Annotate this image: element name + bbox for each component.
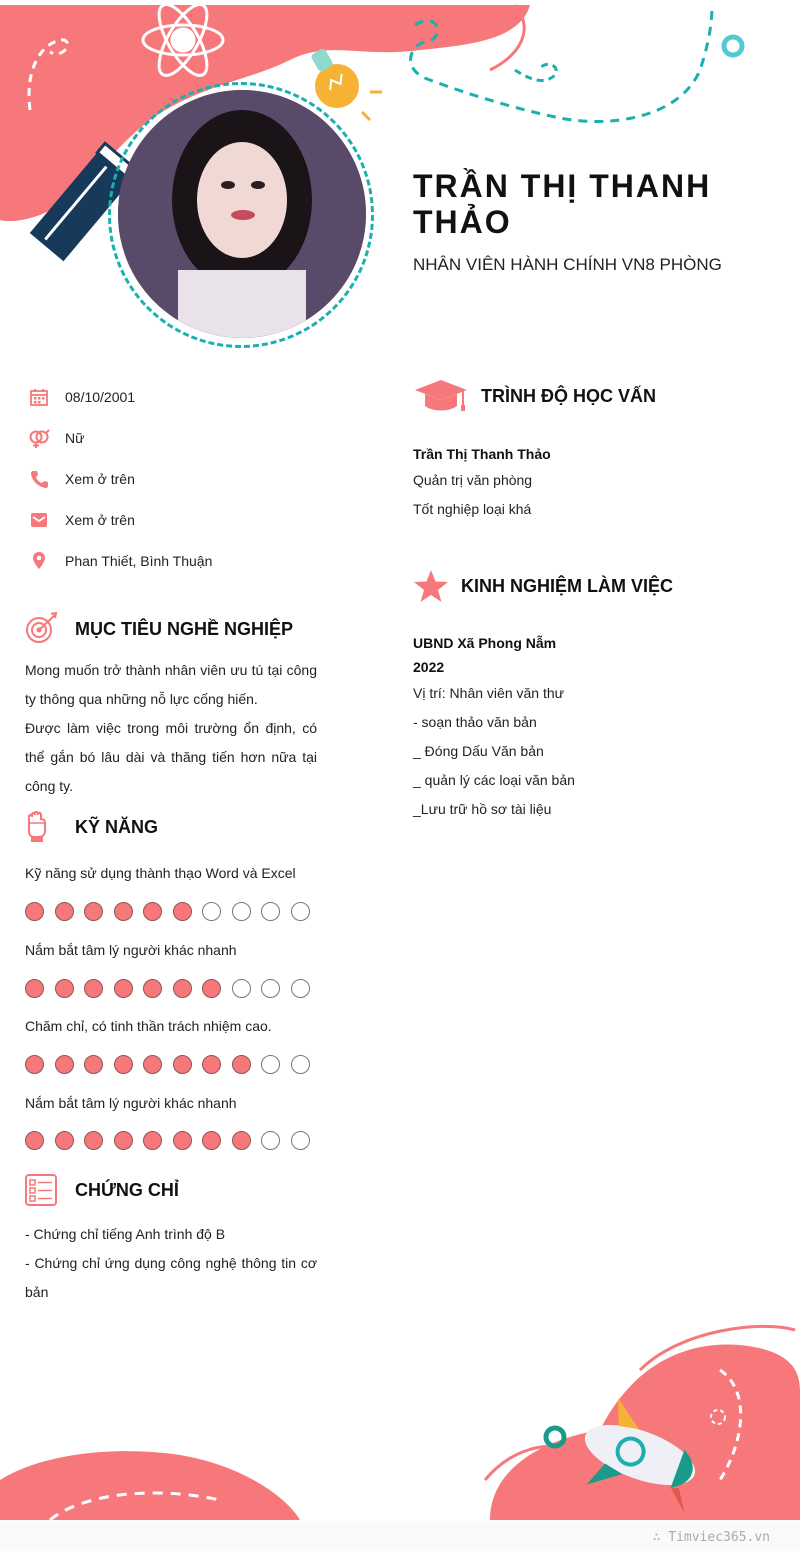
calendar-icon [28, 386, 50, 408]
experience-position: Vị trí: Nhân viên văn thư [413, 685, 564, 701]
job-title: NHÂN VIÊN HÀNH CHÍNH VN8 PHÒNG [413, 255, 722, 274]
rating-dot-empty [291, 979, 310, 998]
email-icon [28, 509, 50, 531]
rating-dot-filled [173, 979, 192, 998]
rating-dot-filled [143, 902, 162, 921]
contact-phone [28, 467, 135, 491]
rating-dot-filled [84, 1131, 103, 1150]
objective-text [25, 656, 317, 801]
certificates-header [25, 1174, 179, 1206]
birthday-value: 08/10/2001 [65, 389, 136, 405]
watermark-text: Timviec365.vn [668, 1530, 770, 1545]
experience-title: KINH NGHIỆM LÀM VIỆC [461, 575, 674, 596]
rating-dot-filled [114, 979, 133, 998]
rating-dot-empty [261, 902, 280, 921]
education-header [413, 378, 656, 414]
education-school: Trần Thị Thanh Thảo [413, 446, 551, 462]
rating-dot-empty [232, 979, 251, 998]
rating-dot-filled [114, 1055, 133, 1074]
objective-line-2: Được làm việc trong môi trường ổn định, có thể gắn bó lâu dài và thăng tiến hơn nữa tại công ty. [25, 720, 317, 794]
candidate-name: TRẦN THỊ THANH THẢO [413, 168, 712, 240]
location-pin-icon [28, 550, 50, 572]
rating-dot-filled [84, 1055, 103, 1074]
phone-value: Xem ở trên [65, 471, 135, 487]
certificates-text [25, 1220, 317, 1307]
star-icon [413, 568, 449, 604]
experience-year: 2022 [413, 659, 445, 675]
experience-duty: - soạn thảo văn bản [413, 714, 537, 730]
checklist-icon [25, 1174, 57, 1206]
rating-dot-empty [291, 1131, 310, 1150]
certificate-item: - Chứng chỉ ứng dụng công nghệ thông tin cơ bản [25, 1255, 317, 1300]
rating-dot-filled [25, 1131, 44, 1150]
rating-dot-empty [291, 902, 310, 921]
experience-duty: _ quản lý các loại văn bản [413, 772, 575, 788]
experience-duty: _ Đóng Dấu Văn bản [413, 743, 544, 759]
email-value: Xem ở trên [65, 512, 135, 528]
rating-dot-filled [173, 902, 192, 921]
objective-header [25, 612, 293, 646]
education-major: Quản trị văn phòng [413, 472, 533, 488]
rating-dot-filled [202, 1055, 221, 1074]
rating-dot-empty [232, 902, 251, 921]
certificates-title: CHỨNG CHỈ [75, 1179, 179, 1200]
gender-icon [28, 427, 50, 449]
rating-dot-filled [55, 979, 74, 998]
skill-label: Chăm chỉ, có tinh thần trách nhiệm cao. [25, 1018, 272, 1034]
experience-duty: _Lưu trữ hồ sơ tài liệu [413, 801, 552, 817]
address-value: Phan Thiết, Bình Thuận [65, 553, 213, 569]
rating-dot-empty [261, 1055, 280, 1074]
contact-address [28, 549, 212, 573]
graduation-cap-icon [413, 378, 469, 414]
avatar [118, 90, 366, 338]
experience-header [413, 568, 673, 604]
skill-rating [25, 1131, 320, 1150]
rating-dot-filled [173, 1131, 192, 1150]
rating-dot-filled [202, 979, 221, 998]
rating-dot-filled [114, 902, 133, 921]
fist-icon [25, 810, 49, 844]
phone-icon [28, 468, 50, 490]
skill-rating [25, 979, 320, 998]
rating-dot-filled [25, 902, 44, 921]
rating-dot-empty [291, 1055, 310, 1074]
contact-birthday [28, 385, 135, 409]
rating-dot-filled [232, 1131, 251, 1150]
watermark [653, 1530, 770, 1545]
skill-label: Nắm bắt tâm lý người khác nhanh [25, 1095, 237, 1111]
rating-dot-filled [55, 902, 74, 921]
skill-rating [25, 902, 320, 921]
rating-dot-filled [55, 1055, 74, 1074]
rating-dot-filled [202, 1131, 221, 1150]
rating-dot-filled [143, 1131, 162, 1150]
skills-title: KỸ NĂNG [75, 816, 159, 837]
watermark-dots-icon: ∴ [652, 1530, 669, 1545]
rating-dot-empty [202, 902, 221, 921]
education-title: TRÌNH ĐỘ HỌC VẤN [481, 385, 656, 406]
contact-email [28, 508, 135, 532]
skill-label: Kỹ năng sử dụng thành thạo Word và Excel [25, 865, 296, 881]
rating-dot-empty [261, 979, 280, 998]
skill-label: Nắm bắt tâm lý người khác nhanh [25, 942, 237, 958]
rating-dot-filled [143, 979, 162, 998]
rating-dot-filled [25, 1055, 44, 1074]
objective-title: MỤC TIÊU NGHỀ NGHIỆP [75, 618, 294, 639]
rating-dot-filled [114, 1131, 133, 1150]
target-icon [25, 612, 59, 646]
rating-dot-filled [84, 979, 103, 998]
rating-dot-empty [261, 1131, 280, 1150]
rating-dot-filled [84, 902, 103, 921]
rating-dot-filled [173, 1055, 192, 1074]
rating-dot-filled [143, 1055, 162, 1074]
skill-rating [25, 1055, 320, 1074]
rating-dot-filled [55, 1131, 74, 1150]
objective-line-1: Mong muốn trở thành nhân viên ưu tú tại công ty thông qua những nỗ lực cống hiến. [25, 662, 317, 707]
education-result: Tốt nghiệp loại khá [413, 501, 532, 517]
contact-gender [28, 426, 84, 450]
certificate-item: - Chứng chỉ tiếng Anh trình độ B [25, 1226, 226, 1242]
gender-value: Nữ [65, 430, 85, 446]
experience-company: UBND Xã Phong Nẫm [413, 635, 557, 651]
skills-header [25, 810, 158, 844]
rating-dot-filled [25, 979, 44, 998]
rating-dot-filled [232, 1055, 251, 1074]
